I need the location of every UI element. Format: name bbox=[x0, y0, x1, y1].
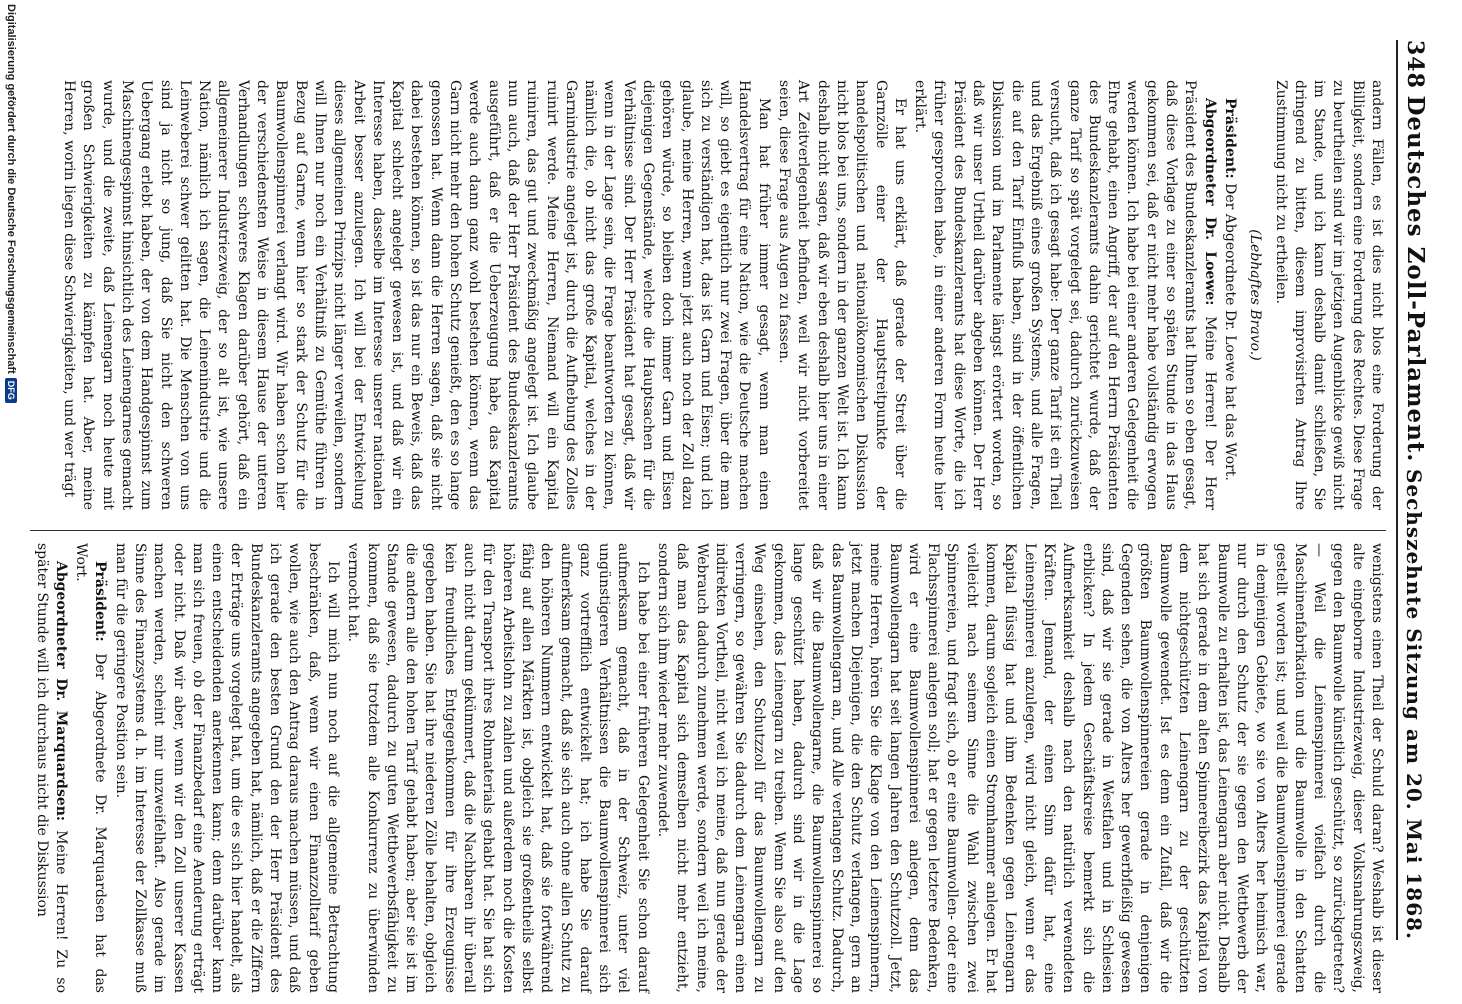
paragraph bbox=[71, 543, 110, 993]
page-header bbox=[1396, 40, 1442, 940]
publication-title: Deutsches Zoll-Parlament. bbox=[1402, 95, 1429, 463]
right-column bbox=[30, 530, 1386, 993]
paragraph-text: Ich habe bei einer früheren Gelegenheit Sie schon darauf aufmerksam gemacht, daß in der Schweiz, unter viel ungünstigeren Verhältnissen die Baumwollenspinnerei sich ganz vortrefflich entwickelt hat; ich habe Sie darauf aufmerksam gemacht, daß sie sich auch ohne allen Schutz zu den höheren Nummern entwickelt hat, daß sie fortwährend fähig auf allen Märkten ist, obgleich sie großentheils selbst höheren Arbeitslohn zu zahlen und außerdem noch die Kosten für den Transport ihres Rohmaterials gehabt hat. Sie hat sich auch nicht darum gekümmert, daß die Nachbaren ihr überall kein freundliches Entgegenkommen für ihre Erzeugnisse gegeben haben. Sie hat ihre niederen Zölle behalten, obgleich die andern alle den hohen Tarif gehabt haben; aber sie ist im Stande gewesen, dadurch zu guten Wettbewerbsfähigkeit zu kommen, daß sie trotzdem alle Konkurrenz zu überwinden vermocht hat. bbox=[345, 543, 651, 993]
paragraph-text: Ich will mich nun noch auf die allgemeine Betrachtung beschränken, daß, wenn wir einen Finanzzolltarif geben wollen, wie auch den Antrag daraus machen müssen, und daß ich gerade den besten Grund den der Herr Präsident des Bundeskanzleramts angegeben hat, nämlich, daß er die Ziffern der Erträge uns vorgelegt hat, um die es sich hier handelt, als einen entscheidenden anerkennen kann; denn darüber kann man sich freuen, ob der Finanzbedarf eine Aenderung erträgt oder nicht. Daß wir aber, wenn wir den Zoll unserer Kassen machen werden, scheint mir unzweifelhaft. Also gerade im Sinne des Finanzsystems d. h. im Interesse der Zollkasse muß man für die geringere Position sein. bbox=[112, 543, 341, 993]
paragraph-text: andern Fällen, es ist dies nicht blos eine Forderung der Billigkeit, sondern eine Forderung des Rechtes. Diese Frage zu beurtheilen sind wir im jetzigen Augenblicke gewiß nicht im Stande, und ich kann deshalb damit schließen, Sie dringend zu bitten, diesem improvisirten Antrag Ihre Zustimmung nicht zu ertheilen. bbox=[1272, 80, 1385, 510]
speaker-name: Präsident: bbox=[1221, 98, 1238, 179]
paragraph bbox=[774, 80, 909, 510]
digitization-footer bbox=[0, 0, 22, 1004]
paragraph-text: Meine Herren! Zu so später Stunde will ich durchaus nicht die Diskussion bbox=[33, 543, 69, 993]
paragraph-text: Er hat uns erklärt, daß gerade der Streit über die Garnzölle einer der Hauptstreitpunkte der handelspolitischen und nationalökonomischen Diskussion nicht blos bei uns, sondern in der ganzen Welt ist. Ich kann deshalb nicht sagen, daß wir eben deshalb hier uns in einer Art Zeitverlegenheit befinden, weil wir nicht vorbereitet seien, diese Frage aus Augen zu fassen. bbox=[776, 80, 908, 510]
session-title: Sechszehnte Sitzung am 20. Mai 1868. bbox=[1402, 468, 1426, 940]
paragraph-text: Der Abgeordnete Dr. Marquardsen hat das Wort. bbox=[73, 543, 109, 993]
page-number: 348 bbox=[1402, 40, 1428, 89]
paragraph-text: Meine Herren! Der Herr Präsident des Bundeskanzleramts hat Ihnen so eben gesagt, daß diese Vorlage zu einer so späten Stunde in das Haus gekommen sei, daß er nicht mehr habe vollständig erwogen werden können. Ich habe bei einer anderen Gelegenheit die Ehre gehabt, einen Angriff, der auf den Herrn Präsidenten des Bundeskanzleramts dahin gerichtet wurde, daß der ganze Tarif so spät vorgelegt sei, dadurch zurückzuweisen versucht, daß ich gesagt habe: Der ganze Tarif ist ein Theil und das Ergebniß eines großen Systems, und alle Fragen, die auf den Tarif Einfluß haben, sind in der öffentlichen Diskussion und im Parlamente längst erörtert worden, so daß wir unser Urtheil darüber abgeben können. Der Herr Präsident des Bundeskanzleramts hat diese Worte, die ich früher gesprochen habe, in einer anderen Form heute hier erklärt. bbox=[912, 80, 1218, 511]
speaker-name: Präsident: bbox=[92, 561, 109, 642]
paragraph bbox=[59, 80, 773, 510]
paragraph bbox=[343, 543, 652, 993]
left-column bbox=[58, 80, 1386, 510]
digitization-note: Digitalisierung gefördert durch die Deutsche Forschungsgemeinschaft bbox=[5, 4, 17, 374]
speaker-name: Abgeordneter Dr. Loewe: bbox=[1201, 98, 1218, 306]
paragraph bbox=[653, 543, 1386, 993]
paragraph-text: wenigstens einen Theil der Schuld daran? Weshalb ist dieser alte eingeborne Industriezweig, dieser Volksnahrungszweig, gegen den Baumwolle künstlich geschützt, so zurückgetreten? — Weil die Leinenspinnerei vielfach durch die Maschinenfabrikation und die Baumwolle in den Schatten gestellt worden ist; und weil die Baumwollenspinnerei gerade in demjenigen Gebiete, wo sie von Alters her heimisch war, nur durch den Schutz der sie gegen den Wettbewerb der Baumwolle zu erhalten ist, das Leinengarn aber nicht. Deshalb hat sich gerade in dem alten Spinnereibezirk das Kapital von dem nichtgeschützten Leinengarn zu der geschützten Baumwolle gewendet. Ist es denn ein Zufall, daß wir die größten Baumwollenspinnereien gerade in denjenigen Gegenden sehen, die von Alters her gewerbfleißig gewesen sind, daß wir sie gerade in Westfalen und in Schlesien erblicken? In jedem Geschäftskreise bemerkt sich die Aufmerksamkeit deshalb nach den natürlich verwendeten Kräften. Jemand, der einen Sinn dafür hat, eine Leinenspinnerei anzulegen, wird nicht gleich, wenn er das Kapital flüssig hat und ihm Bedenken gegen Leinengarn kommen, darum sogleich einen Stromhammer anlegen. Er hat vielleicht nach seinem Sinne die Wahl zwischen zwei Spinnereien, und fragt sich, ob er eine Baumwollen- oder eine Flachsspinnerei anlegen soll; hat er gegen letztere Bedenken, wird er eine Baumwollenspinnerei anlegen, denn das Baumwollengarn hat seit langen Jahren den Schutzzoll. Jetzt, meine Herren, hören Sie die Klage von den Leinenspinnern, jetzt machen Diejenigen, die den Schutz verlangen, gern an das Baumwollengarn an, und Alle verlangen Schutz. Dadurch, daß wir die Baumwollengarne, die Baumwollenspinnerei so lange geschützt haben, dadurch sind wir in die Lage gekommen, das Leinengarn zu treiben. Wenn Sie also auf den Weg einsehen, den Schutzzoll für das Baumwollengarn zu verringern, so gewähren Sie dadurch dem Leinengarn einen indirekten Vortheil, nicht weil ich meine, daß nun gerade der Webrauch dadurch zunehmen werde, sondern weil ich meine, daß man das Kapital sich demselben nicht mehr entzieht, sondern sich ihm wieder mehr zuwendet. bbox=[655, 543, 1385, 993]
paragraph bbox=[910, 80, 1219, 510]
paragraph-text: Der Abgeordnete Dr. Loewe hat das Wort. bbox=[1221, 183, 1238, 481]
paragraph-text: Man hat früher immer gesagt, wenn man einen Handelsvertrag für eine Nation, wie die Deutsche machen will, so giebt es eigentlich nur zwei Fragen, über die man sich zu verständigen hat, das ist Garn und Eisen; und ich glaube, meine Herren, wenn jetzt auch noch der Zoll dazu gehören würde, so bleiben doch immer Garn und Eisen diejenigen Gegenstände, welche die Hauptsachen für die Verhältnisse sind. Der Herr Präsident hat gesagt, daß wir wenn in der Lage sein, die Frage beantworten zu können, nämlich die, ob nicht das große Kapital, welches in der Garnindustrie angelegt ist, durch die Aufhebung des Zolles ruinirt werde. Meine Herren, Niemand will ein Kapital ruiniren, das gut und zweckmäßig angelegt ist. Ich glaube nun auch, daß der Herr Präsident des Bundeskanzleramts ausgeführt, daß er die Ueberzeugung habe, das Kapital werde auch dann ganz wohl bestehen können, wenn das Garn nicht mehr den hohen Schutz genießt, den es so lange genossen hat. Wenn dann die Herren sagen, daß sie nicht dabei bestehen können, so ist das nur ein Beweis, daß das Kapital schlecht angelegt gewesen ist, und daß wir ein Interesse haben, dasselbe im Interesse unserer nationalen Arbeit besser anzulegen. Ich will bei der Entwickelung dieses allgemeinen Prinzips nicht länger verweilen, sondern will Ihnen nur noch ein Verhältniß zu Gemüthe führen in Bezug auf Garne, wenn hier so stark der Schutz für die Baumwollenspinnerei verlangt wird. Wir haben schon hier der verschiedensten Weise in diesem Hause der unteren Verhandlungen schweres Klagen darüber gehört, daß ein allgemeinerer Industriezweig, der so alt ist, wie unsere Nation, nämlich ich sagen, die Leinenindustrie und die Leinweberei schwer gelitten hat. Die Menschen von uns sind ja nicht so jung, daß Sie nicht den schweren Uebergang erlebt haben, der von dem Handgespinnst zum Maschinengespinnst hinsichtlich des Leinengarnes gemacht wurde, und die zweite, daß Leinengarn noch heute mit großen Schwierigkeiten zu kämpfen hat. Aber, meine Herren, worin liegen diese Schwierigkeiten, und wer trägt bbox=[61, 80, 772, 510]
paragraph bbox=[1220, 80, 1239, 510]
paragraph bbox=[1270, 80, 1386, 510]
dfg-logo: DFG bbox=[5, 378, 17, 403]
speaker-name: Abgeordneter Dr. Marquardsen: bbox=[52, 561, 69, 822]
paragraph bbox=[31, 543, 70, 993]
paragraph bbox=[110, 543, 342, 993]
stage-direction: (Lebhaftes Bravo.) bbox=[1247, 229, 1264, 361]
